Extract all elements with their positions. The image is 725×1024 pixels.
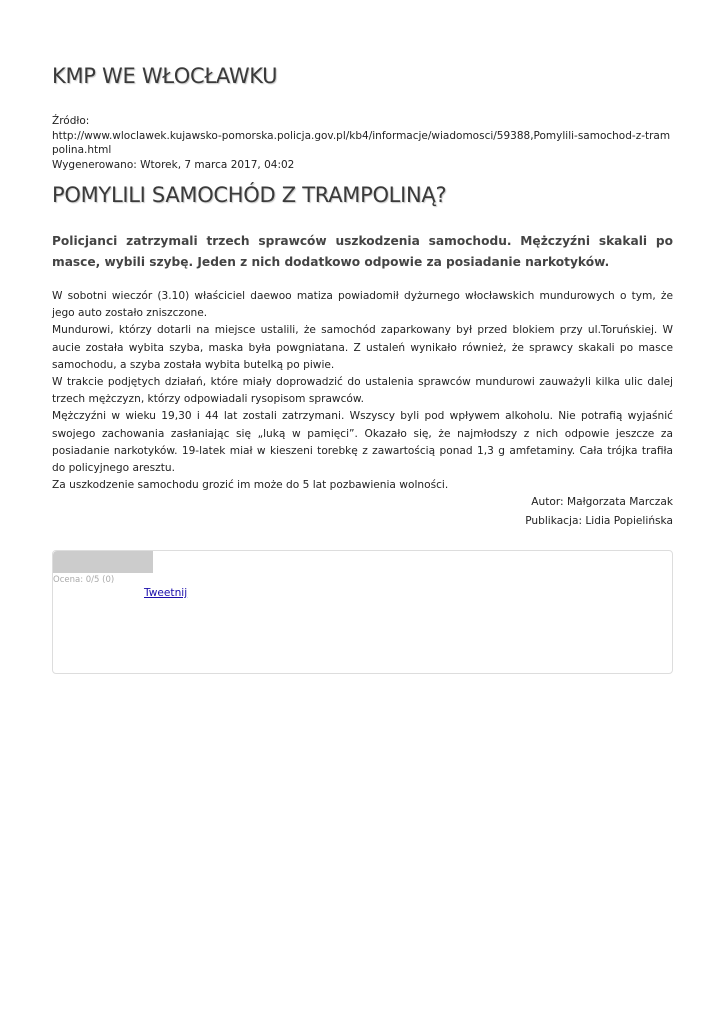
generated-label: Wygenerowano:	[52, 158, 137, 171]
article-credits	[273, 493, 673, 531]
article-paragraph: Mężczyźni w wieku 19,30 i 44 lat zostali zatrzymani. Wszyscy byli pod wpływem alkoholu. Nie potrafią wyjaśnić swojego zachowania zasłaniając się „luką w pamięci”. Okazało się, że najmłodszy z nich odpowie jeszcze za posiadanie narkotyków. 19-latek miał w kieszeni torebkę z zawartością ponad 1,3 g amfetaminy. Cała trójka trafiła do policyjnego aresztu.	[52, 410, 673, 475]
source-label: Źródło:	[52, 115, 90, 127]
rating-stars-bar[interactable]	[53, 551, 153, 573]
publication-line: Publikacja: Lidia Popielińska	[525, 515, 673, 527]
article-paragraph: Mundurowi, którzy dotarli na miejsce ustalili, że samochód zaparkowany był przed blokiem przy ul.Toruńskiej. W aucie została wybita szyba, maska była powgniatana. Z ustaleń wynikało również, że sprawcy skakali po masce samochodu, a szyba została wybita butelką po piwie.	[52, 324, 673, 371]
article-paragraph: Za uszkodzenie samochodu grozić im może do 5 lat pozbawienia wolności.	[52, 479, 449, 492]
generated-date: Wtorek, 7 marca 2017, 04:02	[140, 158, 295, 171]
social-box	[52, 550, 673, 674]
article-paragraph: W sobotni wieczór (3.10) właściciel daewoo matiza powiadomił dyżurnego włocławskich mundurowych o tym, że jego auto zostało zniszczone.	[52, 290, 673, 320]
article-paragraph: W trakcie podjętych działań, które miały doprowadzić do ustalenia sprawców mundurowi zauważyli kilka ulic dalej trzech mężczyzn, którzy odpowiadali rysopisom sprawców.	[52, 376, 673, 406]
article-title: POMYLILI SAMOCHÓD Z TRAMPOLINĄ?	[52, 183, 447, 207]
source-meta	[52, 114, 673, 172]
article-lead: Policjanci zatrzymali trzech sprawców uszkodzenia samochodu. Mężczyźni skakali po masce, wybili szybę. Jeden z nich dodatkowo odpowie za posiadanie narkotyków.	[52, 234, 673, 269]
source-url: http://www.wloclawek.kujawsko-pomorska.policja.gov.pl/kb4/informacje/wiadomosci/59388,Pomylili-samochod-z-trampolina.html	[52, 129, 671, 156]
generated-line	[52, 158, 673, 173]
site-title: KMP WE WŁOCŁAWKU	[52, 64, 278, 88]
author-line: Autor: Małgorzata Marczak	[531, 496, 673, 508]
rating-text: Ocena: 0/5 (0)	[53, 575, 115, 585]
article-body	[52, 288, 673, 494]
tweet-link[interactable]: Tweetnij	[144, 587, 188, 599]
